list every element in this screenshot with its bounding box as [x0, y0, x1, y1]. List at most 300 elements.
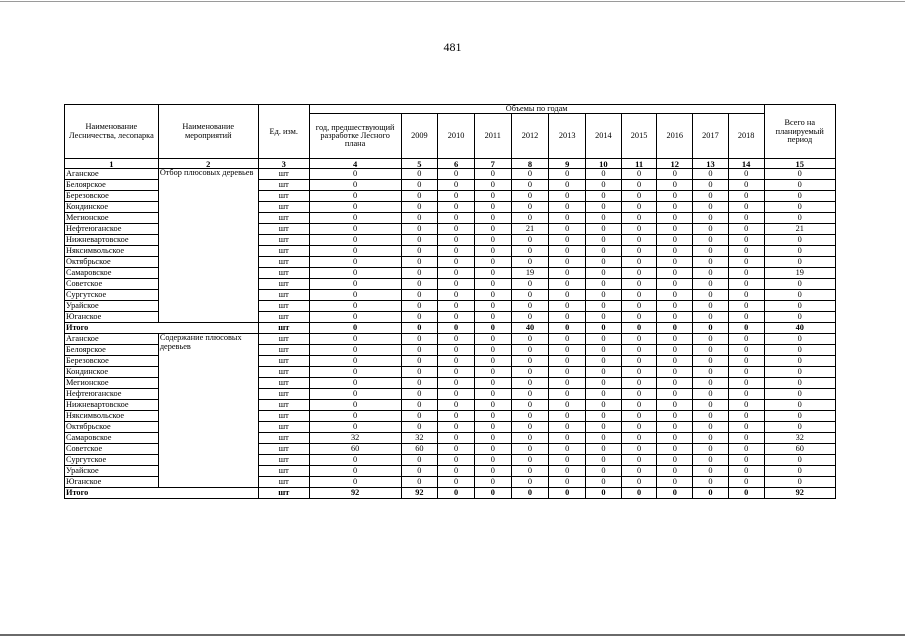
value-cell: 0: [438, 268, 475, 279]
value-cell: 0: [438, 235, 475, 246]
column-number: 1: [65, 159, 159, 169]
value-cell: 0: [693, 411, 729, 422]
value-cell: 0: [693, 257, 729, 268]
value-cell: 0: [511, 411, 549, 422]
value-cell: 0: [728, 235, 764, 246]
value-cell: 0: [511, 246, 549, 257]
value-cell: 0: [549, 235, 586, 246]
value-cell: 0: [693, 345, 729, 356]
value-cell: 0: [657, 180, 693, 191]
value-cell: 0: [693, 224, 729, 235]
value-cell: 0: [586, 367, 622, 378]
unit-cell: шт: [258, 323, 309, 334]
value-cell: 0: [693, 477, 729, 488]
value-cell: 0: [549, 455, 586, 466]
total-value-cell: 0: [586, 323, 622, 334]
value-cell: 0: [657, 411, 693, 422]
value-cell: 0: [401, 202, 438, 213]
value-cell: 0: [586, 191, 622, 202]
value-cell: 0: [764, 235, 836, 246]
value-cell: 60: [401, 444, 438, 455]
value-cell: 0: [549, 477, 586, 488]
value-cell: 0: [474, 268, 511, 279]
value-cell: 0: [728, 444, 764, 455]
column-number: 15: [764, 159, 836, 169]
unit-cell: шт: [258, 378, 309, 389]
value-cell: 0: [401, 191, 438, 202]
header-year: 2011: [474, 114, 511, 159]
unit-cell: шт: [258, 246, 309, 257]
value-cell: 0: [693, 290, 729, 301]
value-cell: 0: [549, 367, 586, 378]
total-value-cell: 40: [764, 323, 836, 334]
value-cell: 0: [586, 279, 622, 290]
forestry-name: Юганское: [65, 477, 159, 488]
value-cell: 0: [438, 455, 475, 466]
value-cell: 0: [438, 345, 475, 356]
value-cell: 0: [764, 345, 836, 356]
value-cell: 0: [764, 180, 836, 191]
value-cell: 0: [401, 367, 438, 378]
unit-cell: шт: [258, 224, 309, 235]
header-year: 2015: [621, 114, 657, 159]
value-cell: 0: [474, 466, 511, 477]
total-value-cell: 0: [474, 488, 511, 499]
total-value-cell: 40: [511, 323, 549, 334]
value-cell: 32: [309, 433, 401, 444]
forestry-name: Нефтеюганское: [65, 389, 159, 400]
value-cell: 0: [511, 378, 549, 389]
value-cell: 0: [438, 213, 475, 224]
value-cell: 0: [693, 389, 729, 400]
value-cell: 0: [586, 422, 622, 433]
value-cell: 0: [728, 378, 764, 389]
value-cell: 0: [764, 191, 836, 202]
value-cell: 0: [657, 334, 693, 345]
value-cell: 0: [511, 334, 549, 345]
value-cell: 0: [511, 422, 549, 433]
value-cell: 0: [438, 312, 475, 323]
value-cell: 0: [586, 345, 622, 356]
value-cell: 0: [621, 301, 657, 312]
value-cell: 0: [764, 422, 836, 433]
value-cell: 0: [764, 279, 836, 290]
total-value-cell: 0: [728, 323, 764, 334]
value-cell: 0: [511, 213, 549, 224]
value-cell: 0: [621, 389, 657, 400]
forestry-name: Березовское: [65, 191, 159, 202]
value-cell: 0: [764, 301, 836, 312]
value-cell: 0: [728, 257, 764, 268]
value-cell: 0: [657, 345, 693, 356]
total-value-cell: 92: [401, 488, 438, 499]
value-cell: 60: [309, 444, 401, 455]
forestry-name: Советское: [65, 279, 159, 290]
value-cell: 0: [657, 202, 693, 213]
unit-cell: шт: [258, 411, 309, 422]
value-cell: 0: [549, 356, 586, 367]
value-cell: 0: [474, 378, 511, 389]
value-cell: 0: [511, 477, 549, 488]
forestry-name: Октябрьское: [65, 257, 159, 268]
forestry-name: Нижневартовское: [65, 235, 159, 246]
value-cell: 0: [728, 367, 764, 378]
value-cell: 0: [657, 191, 693, 202]
value-cell: 0: [401, 301, 438, 312]
value-cell: 0: [309, 180, 401, 191]
value-cell: 0: [764, 202, 836, 213]
value-cell: 0: [511, 400, 549, 411]
value-cell: 0: [511, 389, 549, 400]
unit-cell: шт: [258, 202, 309, 213]
value-cell: 0: [693, 213, 729, 224]
unit-cell: шт: [258, 356, 309, 367]
value-cell: 0: [438, 224, 475, 235]
value-cell: 0: [693, 400, 729, 411]
value-cell: 0: [438, 180, 475, 191]
value-cell: 0: [511, 279, 549, 290]
value-cell: 0: [474, 411, 511, 422]
value-cell: 0: [549, 202, 586, 213]
value-cell: 0: [474, 312, 511, 323]
value-cell: 0: [693, 444, 729, 455]
value-cell: 0: [511, 202, 549, 213]
value-cell: 0: [474, 290, 511, 301]
value-cell: 0: [728, 400, 764, 411]
value-cell: 0: [549, 444, 586, 455]
scan-edge-top: [0, 1, 905, 2]
value-cell: 0: [586, 257, 622, 268]
value-cell: 0: [474, 367, 511, 378]
value-cell: 0: [474, 389, 511, 400]
unit-cell: шт: [258, 301, 309, 312]
value-cell: 0: [511, 235, 549, 246]
column-number: 8: [511, 159, 549, 169]
header-year: 2013: [549, 114, 586, 159]
value-cell: 0: [511, 444, 549, 455]
header-previous-year: год, предшествующий разработке Лесного плана: [309, 114, 401, 159]
value-cell: 0: [728, 301, 764, 312]
unit-cell: шт: [258, 389, 309, 400]
value-cell: 0: [764, 169, 836, 180]
forestry-name: Сургутское: [65, 290, 159, 301]
value-cell: 0: [549, 169, 586, 180]
value-cell: 0: [474, 169, 511, 180]
value-cell: 0: [693, 455, 729, 466]
value-cell: 0: [309, 400, 401, 411]
value-cell: 0: [474, 235, 511, 246]
value-cell: 0: [309, 466, 401, 477]
value-cell: 0: [586, 213, 622, 224]
value-cell: 0: [693, 191, 729, 202]
forestry-name: Октябрьское: [65, 422, 159, 433]
value-cell: 0: [401, 169, 438, 180]
value-cell: 0: [764, 257, 836, 268]
forestry-name: Сургутское: [65, 455, 159, 466]
value-cell: 0: [621, 411, 657, 422]
value-cell: 0: [549, 400, 586, 411]
value-cell: 0: [438, 400, 475, 411]
value-cell: 0: [401, 356, 438, 367]
value-cell: 0: [309, 290, 401, 301]
unit-cell: шт: [258, 488, 309, 499]
unit-cell: шт: [258, 444, 309, 455]
value-cell: 0: [511, 257, 549, 268]
value-cell: 0: [657, 213, 693, 224]
unit-cell: шт: [258, 279, 309, 290]
value-cell: 0: [438, 367, 475, 378]
value-cell: 0: [621, 191, 657, 202]
value-cell: 0: [586, 202, 622, 213]
forestry-name: Аганское: [65, 169, 159, 180]
value-cell: 0: [511, 367, 549, 378]
value-cell: 0: [693, 433, 729, 444]
header-year: 2010: [438, 114, 475, 159]
value-cell: 0: [549, 279, 586, 290]
value-cell: 0: [549, 378, 586, 389]
value-cell: 0: [621, 257, 657, 268]
forestry-name: Самаровское: [65, 433, 159, 444]
column-number: 6: [438, 159, 475, 169]
value-cell: 0: [621, 334, 657, 345]
value-cell: 0: [621, 268, 657, 279]
value-cell: 0: [586, 389, 622, 400]
value-cell: 0: [621, 367, 657, 378]
value-cell: 0: [511, 301, 549, 312]
value-cell: 0: [309, 345, 401, 356]
forestry-name: Няксимвольское: [65, 411, 159, 422]
value-cell: 0: [309, 367, 401, 378]
value-cell: 0: [549, 466, 586, 477]
value-cell: 0: [657, 378, 693, 389]
column-number: 7: [474, 159, 511, 169]
value-cell: 0: [693, 268, 729, 279]
value-cell: 0: [621, 466, 657, 477]
value-cell: 0: [621, 455, 657, 466]
value-cell: 0: [621, 444, 657, 455]
value-cell: 0: [474, 180, 511, 191]
total-value-cell: 0: [657, 323, 693, 334]
value-cell: 0: [309, 224, 401, 235]
value-cell: 0: [309, 334, 401, 345]
value-cell: 0: [401, 455, 438, 466]
value-cell: 0: [309, 235, 401, 246]
total-value-cell: 0: [474, 323, 511, 334]
total-label: Итого: [65, 488, 259, 499]
value-cell: 0: [621, 279, 657, 290]
value-cell: 0: [728, 191, 764, 202]
value-cell: 0: [586, 301, 622, 312]
volumes-table: [64, 104, 836, 499]
value-cell: 0: [474, 246, 511, 257]
unit-cell: шт: [258, 466, 309, 477]
value-cell: 0: [764, 477, 836, 488]
value-cell: 0: [657, 367, 693, 378]
value-cell: 0: [474, 191, 511, 202]
forestry-name: Мегионское: [65, 378, 159, 389]
value-cell: 0: [728, 268, 764, 279]
value-cell: 0: [474, 455, 511, 466]
value-cell: 0: [586, 169, 622, 180]
forestry-name: Нефтеюганское: [65, 224, 159, 235]
value-cell: 0: [621, 202, 657, 213]
value-cell: 0: [586, 180, 622, 191]
column-number: 3: [258, 159, 309, 169]
forestry-name: Юганское: [65, 312, 159, 323]
value-cell: 0: [438, 389, 475, 400]
value-cell: 0: [401, 466, 438, 477]
unit-cell: шт: [258, 235, 309, 246]
value-cell: 0: [474, 213, 511, 224]
unit-cell: шт: [258, 455, 309, 466]
value-cell: 0: [657, 433, 693, 444]
value-cell: 0: [764, 411, 836, 422]
value-cell: 0: [621, 378, 657, 389]
value-cell: 0: [586, 246, 622, 257]
value-cell: 0: [586, 444, 622, 455]
value-cell: 0: [309, 246, 401, 257]
value-cell: 0: [474, 356, 511, 367]
value-cell: 0: [657, 224, 693, 235]
value-cell: 0: [401, 345, 438, 356]
value-cell: 0: [309, 191, 401, 202]
value-cell: 0: [511, 191, 549, 202]
value-cell: 0: [621, 433, 657, 444]
value-cell: 0: [549, 290, 586, 301]
value-cell: 0: [549, 213, 586, 224]
unit-cell: шт: [258, 268, 309, 279]
value-cell: 0: [309, 378, 401, 389]
value-cell: 0: [657, 235, 693, 246]
value-cell: 0: [586, 433, 622, 444]
forestry-name: Кондинское: [65, 202, 159, 213]
value-cell: 0: [549, 224, 586, 235]
value-cell: 0: [728, 180, 764, 191]
value-cell: 0: [621, 246, 657, 257]
header-total-period: Всего на планируемый период: [764, 105, 836, 159]
value-cell: 0: [309, 389, 401, 400]
value-cell: 0: [474, 422, 511, 433]
value-cell: 0: [511, 455, 549, 466]
value-cell: 0: [657, 444, 693, 455]
value-cell: 0: [693, 301, 729, 312]
value-cell: 0: [586, 290, 622, 301]
value-cell: 0: [657, 279, 693, 290]
value-cell: 0: [474, 202, 511, 213]
unit-cell: шт: [258, 290, 309, 301]
value-cell: 0: [549, 422, 586, 433]
value-cell: 0: [438, 257, 475, 268]
header-year: 2017: [693, 114, 729, 159]
forestry-name: Советское: [65, 444, 159, 455]
value-cell: 0: [511, 312, 549, 323]
value-cell: 0: [764, 389, 836, 400]
unit-cell: шт: [258, 334, 309, 345]
value-cell: 0: [309, 301, 401, 312]
column-number: 14: [728, 159, 764, 169]
activity-name: Содержание плюсовых деревьев: [158, 334, 258, 488]
total-value-cell: 0: [549, 323, 586, 334]
value-cell: 0: [728, 279, 764, 290]
value-cell: 0: [549, 257, 586, 268]
value-cell: 0: [764, 367, 836, 378]
value-cell: 0: [401, 411, 438, 422]
value-cell: 0: [693, 334, 729, 345]
value-cell: 0: [438, 422, 475, 433]
unit-cell: шт: [258, 169, 309, 180]
value-cell: 0: [474, 224, 511, 235]
total-row: [65, 488, 836, 499]
value-cell: 0: [474, 433, 511, 444]
value-cell: 0: [657, 356, 693, 367]
value-cell: 0: [511, 345, 549, 356]
unit-cell: шт: [258, 213, 309, 224]
value-cell: 0: [511, 290, 549, 301]
column-number: 2: [158, 159, 258, 169]
value-cell: 21: [764, 224, 836, 235]
value-cell: 21: [511, 224, 549, 235]
value-cell: 0: [309, 312, 401, 323]
value-cell: 0: [511, 433, 549, 444]
column-number: 10: [586, 159, 622, 169]
value-cell: 0: [728, 411, 764, 422]
value-cell: 0: [621, 312, 657, 323]
value-cell: 0: [728, 334, 764, 345]
value-cell: 0: [438, 477, 475, 488]
value-cell: 0: [693, 378, 729, 389]
value-cell: 0: [728, 224, 764, 235]
value-cell: 0: [401, 180, 438, 191]
value-cell: 0: [728, 356, 764, 367]
value-cell: 0: [474, 279, 511, 290]
value-cell: 0: [474, 334, 511, 345]
value-cell: 19: [511, 268, 549, 279]
value-cell: 0: [401, 389, 438, 400]
unit-cell: шт: [258, 191, 309, 202]
value-cell: 0: [474, 477, 511, 488]
header-forestry: Наименование Лесничества, лесопарка: [65, 105, 159, 159]
value-cell: 0: [586, 312, 622, 323]
unit-cell: шт: [258, 345, 309, 356]
value-cell: 0: [621, 422, 657, 433]
value-cell: 0: [549, 433, 586, 444]
value-cell: 0: [438, 246, 475, 257]
total-value-cell: 0: [438, 323, 475, 334]
value-cell: 0: [474, 400, 511, 411]
table-row: [65, 334, 836, 345]
value-cell: 0: [309, 455, 401, 466]
value-cell: 0: [549, 389, 586, 400]
header-year: 2014: [586, 114, 622, 159]
value-cell: 0: [511, 356, 549, 367]
value-cell: 0: [621, 477, 657, 488]
header-year: 2018: [728, 114, 764, 159]
value-cell: 0: [401, 257, 438, 268]
total-value-cell: 0: [309, 323, 401, 334]
value-cell: 0: [657, 466, 693, 477]
value-cell: 0: [549, 334, 586, 345]
value-cell: 0: [764, 400, 836, 411]
value-cell: 0: [621, 224, 657, 235]
value-cell: 0: [728, 455, 764, 466]
value-cell: 0: [728, 422, 764, 433]
value-cell: 0: [309, 477, 401, 488]
value-cell: 32: [764, 433, 836, 444]
header-unit: Ед. изм.: [258, 105, 309, 159]
value-cell: 0: [693, 202, 729, 213]
value-cell: 0: [657, 246, 693, 257]
value-cell: 0: [401, 477, 438, 488]
